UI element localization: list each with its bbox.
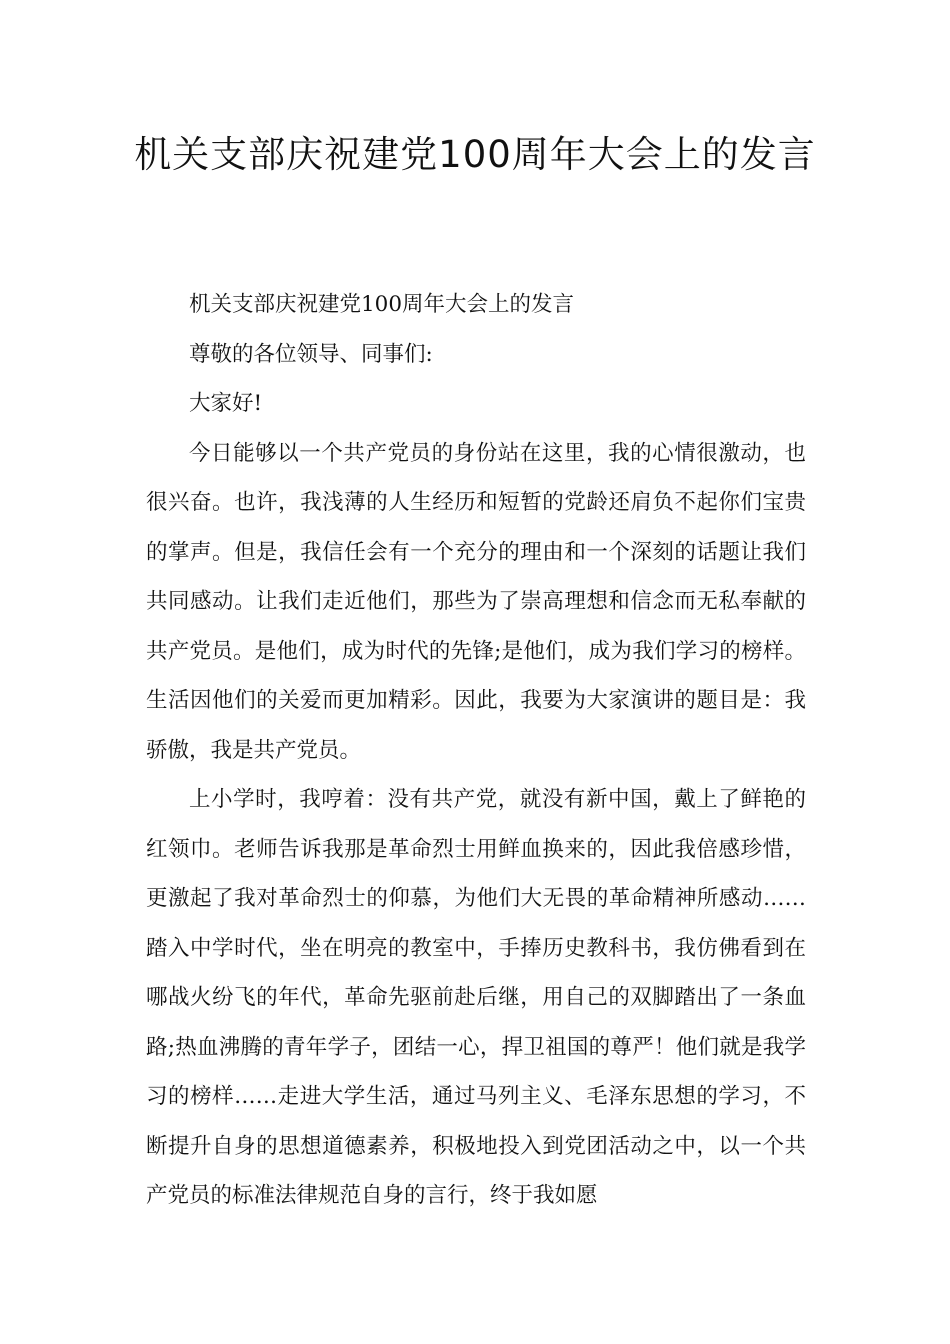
paragraph-body: 上小学时，我哼着：没有共产党，就没有新中国，戴上了鲜艳的红领巾。老师告诉我那是革命烈士用鲜血换来的，因此我倍感珍惜，更激起了我对革命烈士的仰慕，为他们大无畏的革命精神所感动……踏入中学时代，坐在明亮的教室中，手捧历史教科书，我仿佛看到在哪战火纷飞的年代，革命先驱前赴后继，用自己的双脚踏出了一条血路;热血沸腾的青年学子，团结一心，捍卫祖国的尊严！他们就是我学习的榜样……走进大学生活，通过马列主义、毛泽东思想的学习，不断提升自身的思想道德素养，积极地投入到党团活动之中，以一个共产党员的标准法律规范自身的言行，终于我如愿 bbox=[146, 787, 806, 1208]
paragraph-salutation: 尊敬的各位领导、同事们: bbox=[189, 341, 433, 367]
document-title: 机关支部庆祝建党100周年大会上的发言 bbox=[134, 133, 816, 176]
document-body bbox=[146, 280, 806, 1221]
paragraph-body: 今日能够以一个共产党员的身份站在这里，我的心情很激动，也很兴奋。也许，我浅薄的人生经历和短暂的党龄还肩负不起你们宝贵的掌声。但是，我信任会有一个充分的理由和一个深刻的话题让我们共同感动。让我们走近他们，那些为了崇高理想和信念而无私奉献的共产党员。是他们，成为时代的先锋;是他们，成为我们学习的榜样。生活因他们的关爱而更加精彩。因此，我要为大家演讲的题目是：我骄傲，我是共产党员。 bbox=[146, 440, 806, 763]
paragraph-heading: 机关支部庆祝建党100周年大会上的发言 bbox=[189, 292, 575, 317]
paragraph-greeting: 大家好! bbox=[189, 391, 263, 416]
